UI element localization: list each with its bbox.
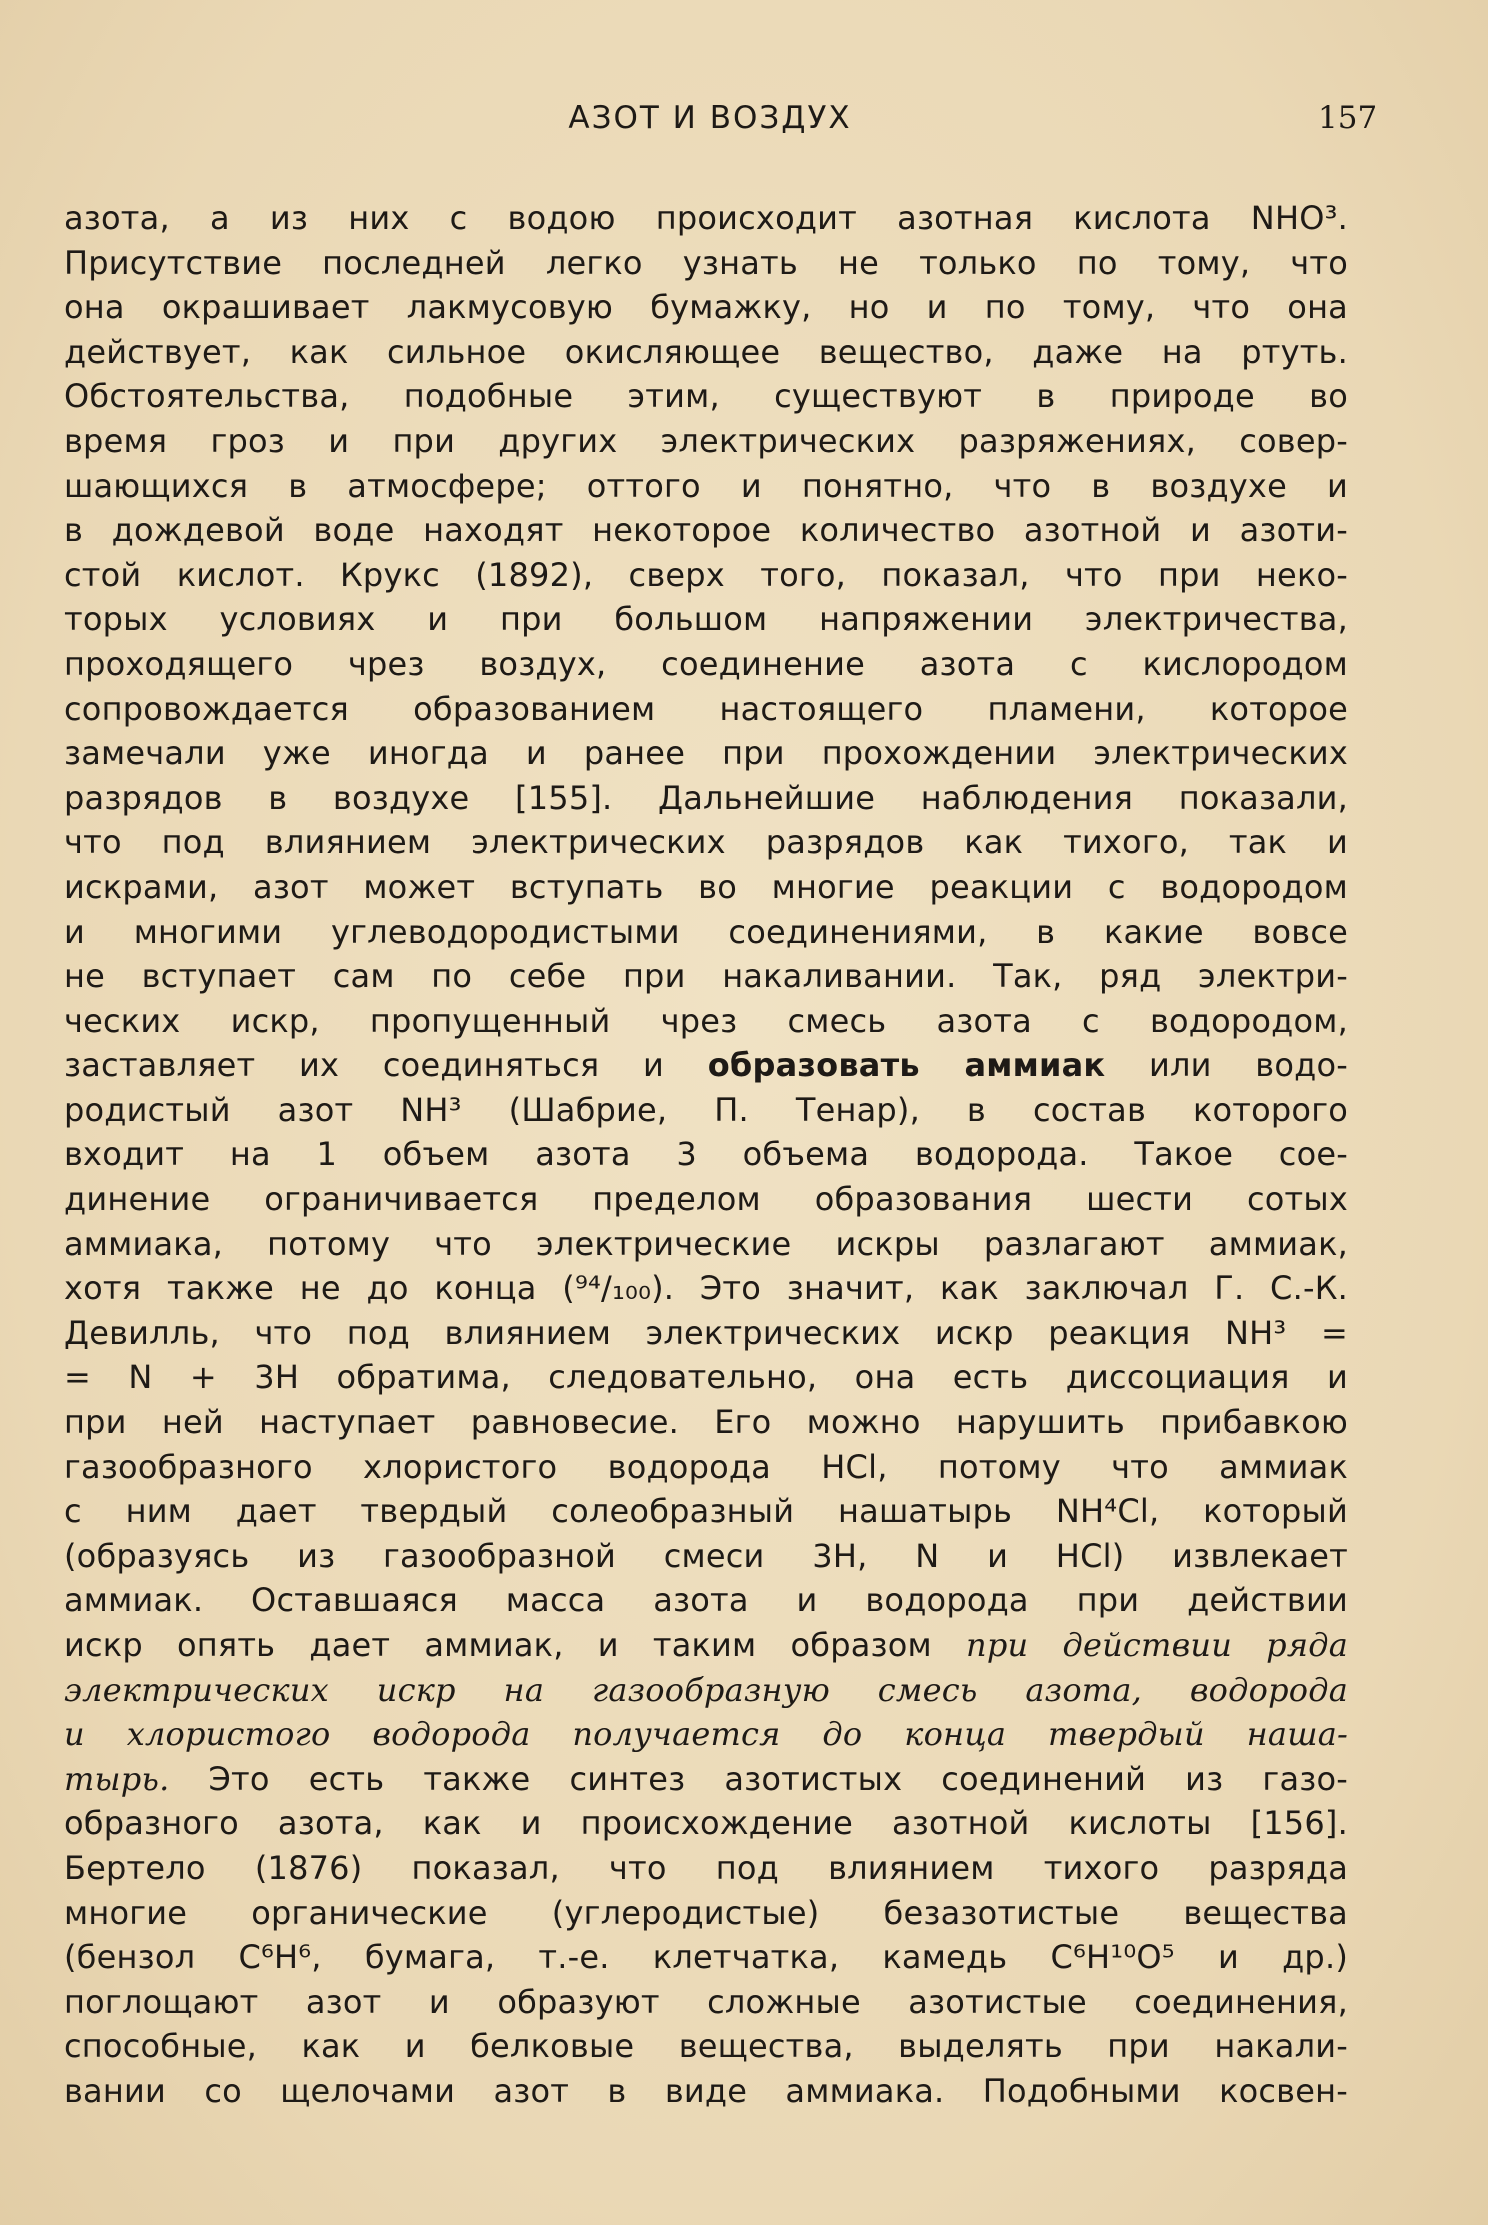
text-line bbox=[64, 1712, 1348, 1757]
italic-text: электрических искр на газообразную смесь азота, водорода bbox=[64, 1670, 1348, 1709]
text-line bbox=[64, 553, 1348, 598]
text-segment: искр опять дает аммиак, и таким образом bbox=[64, 1626, 967, 1664]
text-segment: (бензол C⁶H⁶, бумага, т.-е. клетчатка, камедь C⁶H¹⁰O⁵ и др.) bbox=[64, 1938, 1348, 1977]
text-segment: стой кислот. Крукс (1892), сверх того, показал, что при неко- bbox=[64, 555, 1348, 594]
text-line bbox=[64, 330, 1348, 375]
text-line bbox=[64, 820, 1348, 865]
text-line bbox=[64, 464, 1348, 509]
text-line bbox=[64, 1311, 1348, 1356]
text-line bbox=[64, 1177, 1348, 1222]
text-line bbox=[64, 419, 1348, 464]
text-line bbox=[64, 597, 1348, 642]
italic-text: и хлористого водорода получается до конца твердый наша- bbox=[64, 1715, 1348, 1754]
text-segment: вании со щелочами азот в виде аммиака. Подобными косвен- bbox=[64, 2071, 1348, 2110]
text-segment: азота, а из них с водою происходит азотная кислота NHO³. bbox=[64, 199, 1348, 237]
text-segment: заставляет их соединяться и bbox=[64, 1046, 708, 1085]
text-line bbox=[64, 731, 1348, 776]
text-segment: сопровождается образованием настоящего пламени, которое bbox=[64, 689, 1348, 728]
text-segment: Это есть также синтез азотистых соединений из газо- bbox=[169, 1759, 1348, 1798]
italic-text: тырь. bbox=[64, 1759, 170, 1798]
chapter-title: АЗОТ И ВОЗДУХ bbox=[568, 100, 852, 136]
text-line bbox=[64, 374, 1348, 419]
text-segment: в дождевой воде находят некоторое количество азотной и азоти- bbox=[64, 511, 1348, 550]
text-line bbox=[64, 1668, 1348, 1713]
text-line bbox=[64, 865, 1348, 910]
text-line bbox=[64, 1801, 1348, 1846]
text-line bbox=[64, 1623, 1348, 1668]
text-line bbox=[64, 1846, 1348, 1891]
text-line bbox=[64, 1980, 1348, 2025]
text-segment: что под влиянием электрических разрядов как тихого, так и bbox=[64, 823, 1348, 862]
text-line bbox=[64, 776, 1348, 821]
text-line bbox=[64, 1132, 1348, 1177]
text-segment: Обстоятельства, подобные этим, существуют в природе во bbox=[64, 377, 1348, 416]
text-segment: хотя также не до конца (⁹⁴/₁₀₀). Это значит, как заключал Г. С.-К. bbox=[64, 1269, 1348, 1308]
text-segment: поглощают азот и образуют сложные азотистые соединения, bbox=[64, 1982, 1348, 2021]
text-segment: замечали уже иногда и ранее при прохождении электрических bbox=[64, 734, 1348, 773]
text-segment: Присутствие последней легко узнать не только по тому, что bbox=[64, 243, 1348, 282]
text-segment: ческих искр, пропущенный чрез смесь азота с водородом, bbox=[64, 1001, 1348, 1040]
text-segment: или водо- bbox=[1105, 1046, 1348, 1085]
text-segment: с ним дает твердый солеобразный нашатырь NH⁴Cl, который bbox=[64, 1492, 1348, 1531]
italic-text: при действии ряда bbox=[966, 1626, 1349, 1664]
text-line bbox=[64, 642, 1348, 687]
text-segment: Девилль, что под влиянием электрических искр реакция NH³ = bbox=[64, 1313, 1348, 1352]
text-line bbox=[64, 1757, 1348, 1802]
text-segment: = N + 3H обратима, следовательно, она есть диссоциация и bbox=[64, 1358, 1348, 1397]
text-line bbox=[64, 1445, 1348, 1490]
text-segment: образного азота, как и происхождение азотной кислоты [156]. bbox=[64, 1804, 1348, 1843]
text-segment: динение ограничивается пределом образования шести сотых bbox=[64, 1180, 1348, 1219]
text-segment: действует, как сильное окисляющее вещество, даже на ртуть. bbox=[64, 332, 1348, 371]
text-segment: многие органические (углеродистые) безазотистые вещества bbox=[64, 1893, 1348, 1932]
text-segment: она окрашивает лакмусовую бумажку, но и по тому, что она bbox=[64, 288, 1348, 327]
text-segment: торых условиях и при большом напряжении электричества, bbox=[64, 600, 1348, 639]
text-segment: и многими углеводородистыми соединениями, в какие вовсе bbox=[64, 912, 1348, 951]
text-line bbox=[64, 999, 1348, 1044]
text-line bbox=[64, 1935, 1348, 1980]
text-segment: аммиак. Оставшаяся масса азота и водорода при действии bbox=[64, 1581, 1348, 1620]
text-line bbox=[64, 1400, 1348, 1445]
text-line bbox=[64, 1891, 1348, 1936]
text-segment: аммиака, потому что электрические искры разлагают аммиак, bbox=[64, 1224, 1348, 1263]
text-segment: Бертело (1876) показал, что под влиянием тихого разряда bbox=[64, 1848, 1348, 1887]
text-segment: газообразного хлористого водорода HCl, потому что аммиак bbox=[64, 1447, 1348, 1486]
text-line bbox=[64, 1266, 1348, 1311]
text-segment: шающихся в атмосфере; оттого и понятно, что в воздухе и bbox=[64, 466, 1348, 505]
text-line bbox=[64, 687, 1348, 732]
text-segment: разрядов в воздухе [155]. Дальнейшие наблюдения показали, bbox=[64, 778, 1348, 817]
text-segment: при ней наступает равновесие. Его можно нарушить прибавкою bbox=[64, 1403, 1348, 1442]
page-number: 157 bbox=[1318, 100, 1378, 136]
text-line bbox=[64, 508, 1348, 553]
text-line bbox=[64, 1355, 1348, 1400]
text-segment: проходящего чрез воздух, соединение азота с кислородом bbox=[64, 644, 1348, 683]
text-segment: входит на 1 объем азота 3 объема водорода. Такое сое- bbox=[64, 1135, 1348, 1174]
bold-text: образовать аммиак bbox=[707, 1046, 1106, 1085]
text-line bbox=[64, 2069, 1348, 2114]
text-line bbox=[64, 1534, 1348, 1579]
text-line bbox=[64, 241, 1348, 286]
text-segment: способные, как и белковые вещества, выделять при накали- bbox=[64, 2027, 1348, 2066]
text-line bbox=[64, 1088, 1348, 1133]
text-line bbox=[64, 2024, 1348, 2069]
text-line bbox=[64, 910, 1348, 955]
text-line bbox=[64, 1489, 1348, 1534]
text-segment: (образуясь из газообразной смеси 3H, N и HCl) извлекает bbox=[64, 1536, 1348, 1575]
text-line bbox=[64, 954, 1348, 999]
text-segment: время гроз и при других электрических разряжениях, совер- bbox=[64, 421, 1348, 460]
text-segment: искрами, азот может вступать во многие реакции с водородом bbox=[64, 867, 1348, 906]
running-head bbox=[0, 100, 1488, 140]
text-line bbox=[64, 285, 1348, 330]
text-line bbox=[64, 1043, 1348, 1088]
text-line bbox=[64, 196, 1348, 241]
text-line bbox=[64, 1222, 1348, 1267]
text-segment: родистый азот NH³ (Шабрие, П. Тенар), в состав которого bbox=[64, 1090, 1348, 1129]
text-line bbox=[64, 1578, 1348, 1623]
text-segment: не вступает сам по себе при накаливании. Так, ряд электри- bbox=[64, 957, 1348, 996]
body-text bbox=[64, 196, 1348, 2114]
